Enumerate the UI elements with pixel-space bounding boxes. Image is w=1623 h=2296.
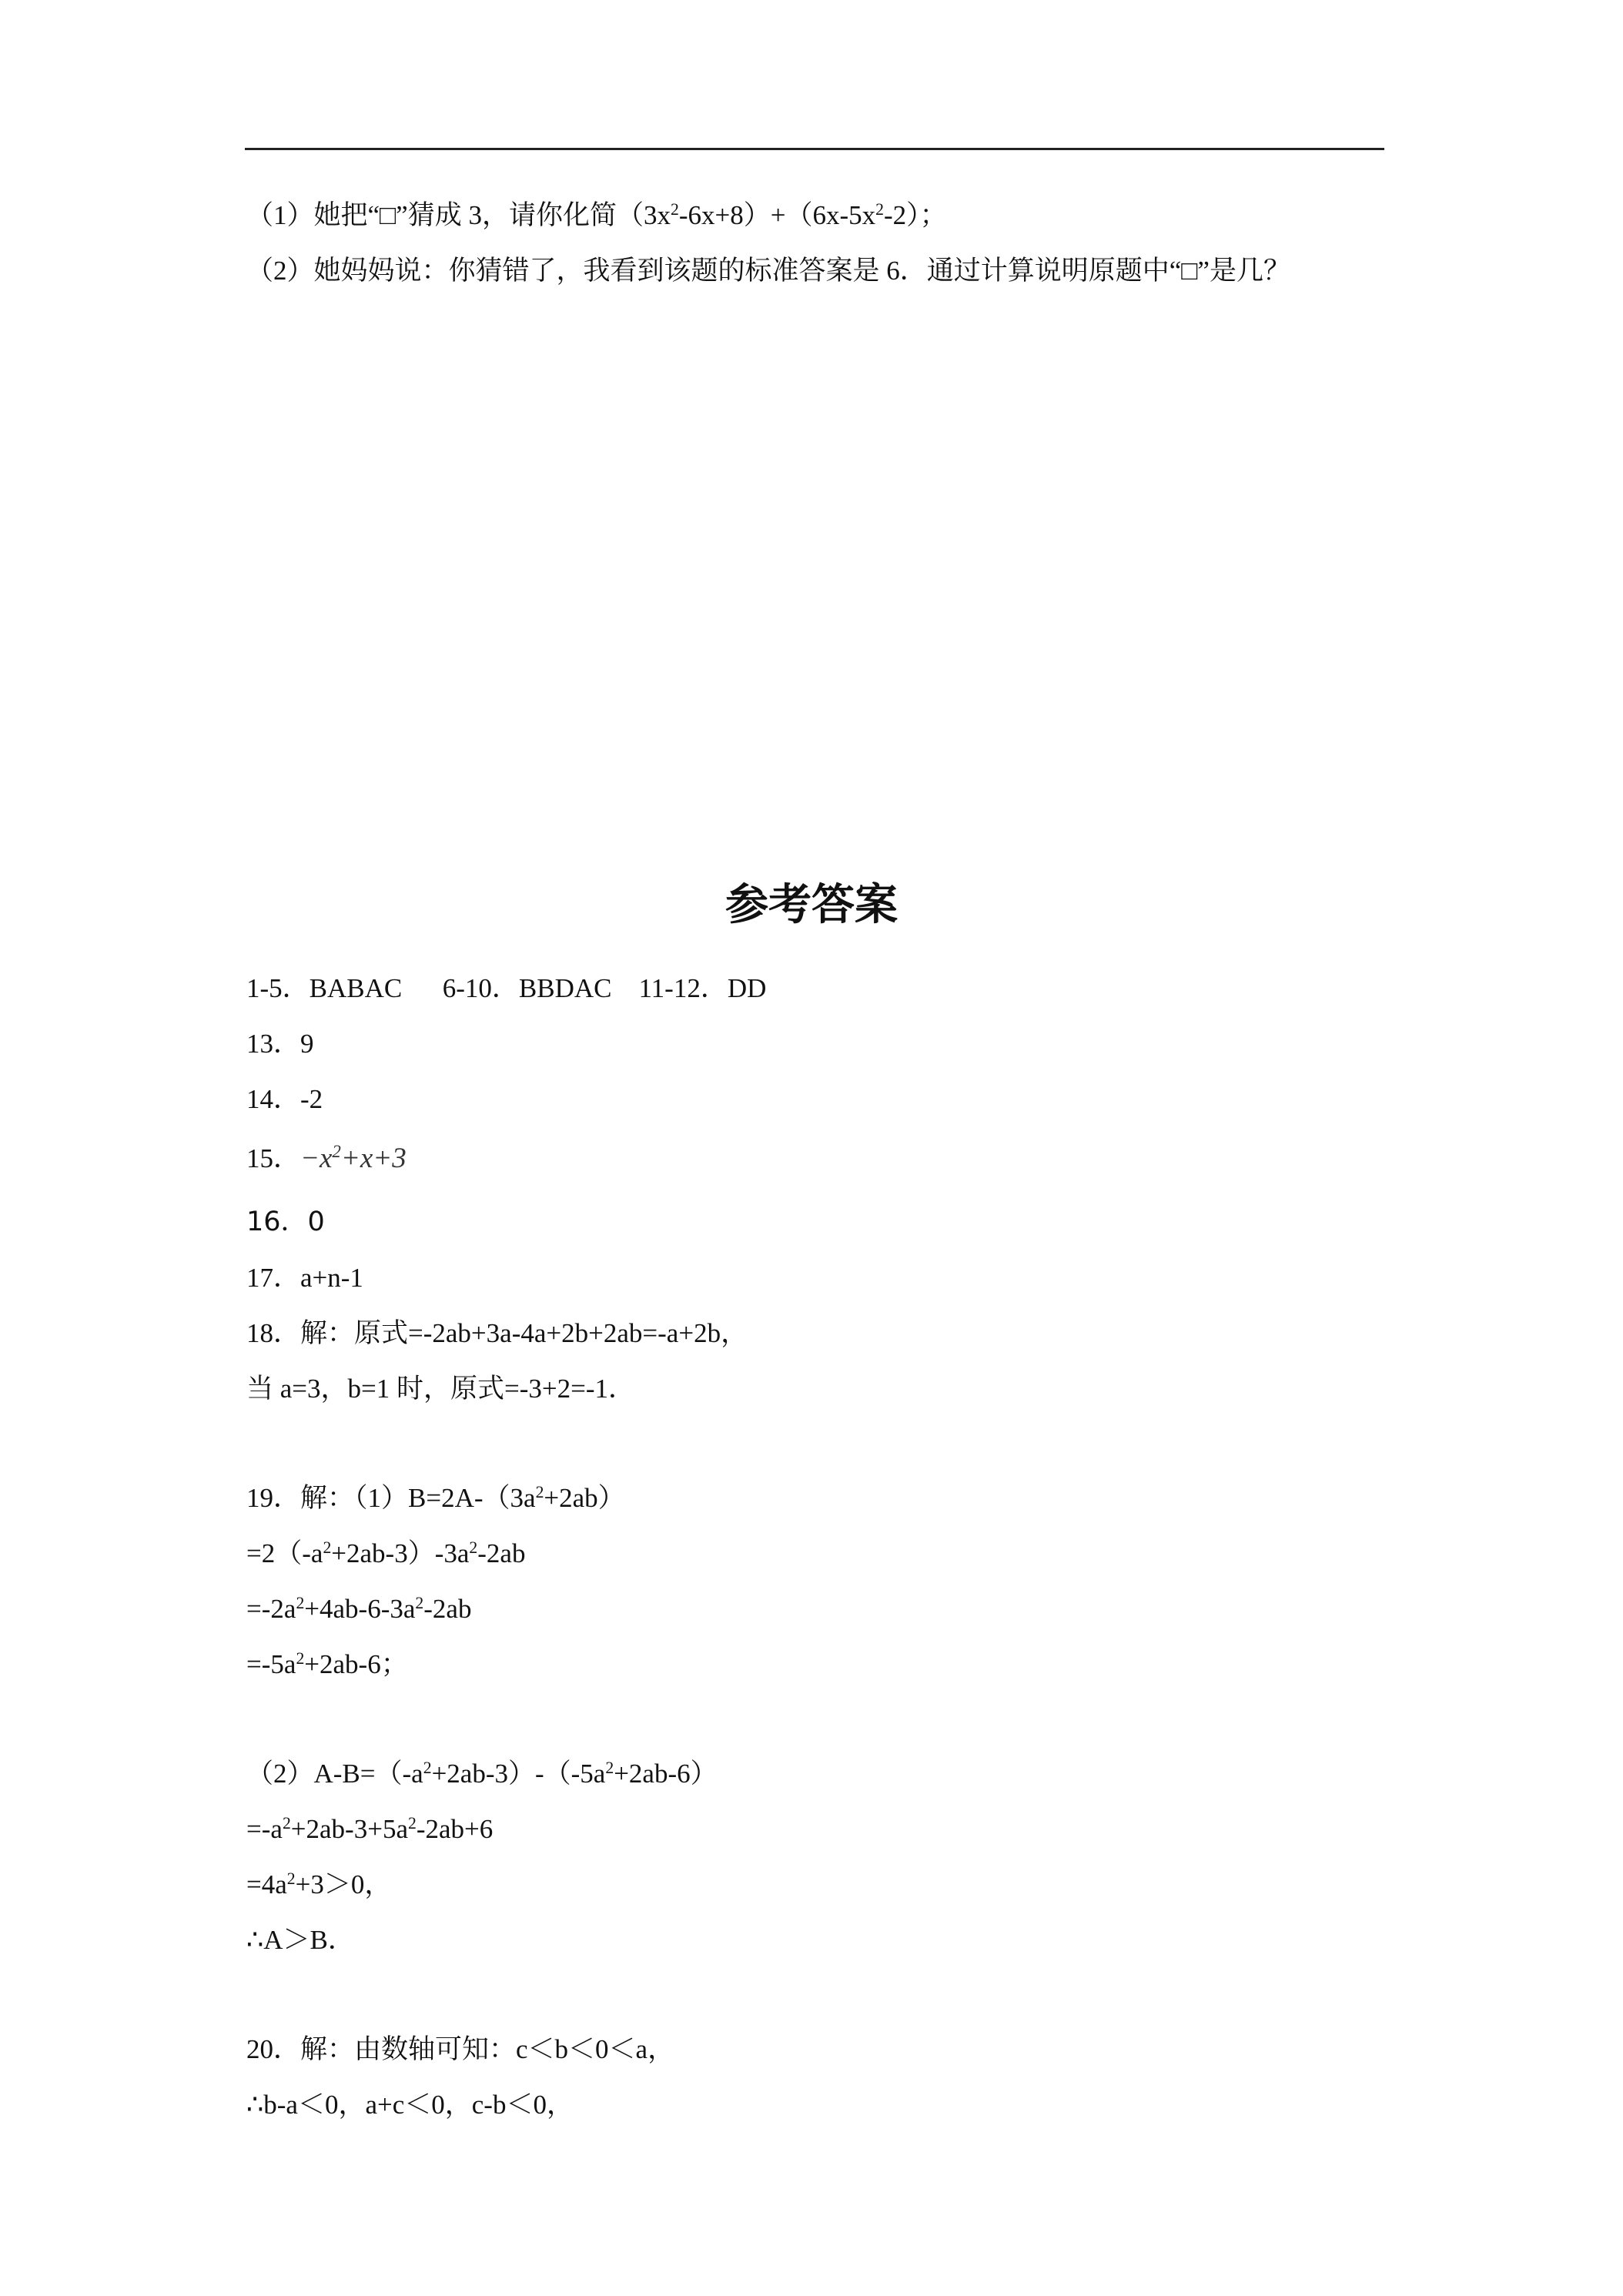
- answer-18-line-2: 当 a=3，b=1 时，原式=-3+2=-1．: [246, 1374, 636, 1404]
- answer-19-line-2: $=2(-a^2+2ab-3)-3a^2-2ab$: [246, 1538, 526, 1568]
- answers-title: 参考答案: [725, 880, 898, 930]
- answer-14: 14．-2: [246, 1084, 323, 1114]
- answer-15-formula-image: $-x^2+x+3$: [300, 1142, 407, 1174]
- answer-20-line-2: ∴b-a＜0，a+c＜0，c-b＜0，: [246, 2090, 574, 2120]
- answer-18-line-1: 18．解：原式=-2ab+3a-4a+2b+2ab=-a+2b，: [246, 1318, 748, 1348]
- answer-19-line-3: $=-2a^2+4ab-6-3a^2-2ab$: [246, 1594, 472, 1624]
- answer-16: 16．0: [246, 1207, 325, 1237]
- answer-19-part-2-line-2: $=-a^2+2ab-3+5a^2-2ab+6$: [246, 1814, 494, 1844]
- answer-19-line-4: $=-5a^2+2ab-6$；: [246, 1649, 408, 1679]
- question-part-1: （1）她把“□”猜成 3，请你化简$(3x^2-6x+8)+(6x-5x^2-2)$；: [246, 200, 947, 230]
- answer-13: 13．9: [246, 1029, 314, 1059]
- answer-19-line-1: 19．解：$(1)B=2A-(3a^2+2ab)$: [246, 1483, 625, 1513]
- header-rule: [245, 148, 1384, 150]
- question-part-2: （2）她妈妈说：你猜错了，我看到该题的标准答案是 6．通过计算说明原题中“□”是几？: [246, 256, 1290, 286]
- answer-15: 15．$-x^2+x+3$: [246, 1142, 407, 1174]
- answer-19-part-2-line-3: $=4a^2+3>0$，: [246, 1869, 392, 1899]
- answer-choice-line: 1-5．BABAC 6-10．BBDAC 11-12．DD: [246, 973, 767, 1003]
- answer-17: 17．a+n-1: [246, 1263, 363, 1293]
- answer-20-line-1: 20．解：由数轴可知：c＜b＜0＜a，: [246, 2034, 675, 2064]
- answer-19-part-2-line-1: $(2)A-B=(-a^2+2ab-3)-(-5a^2+2ab-6)$: [246, 1759, 718, 1789]
- answer-19-conclusion: ∴A＞B．: [246, 1925, 355, 1955]
